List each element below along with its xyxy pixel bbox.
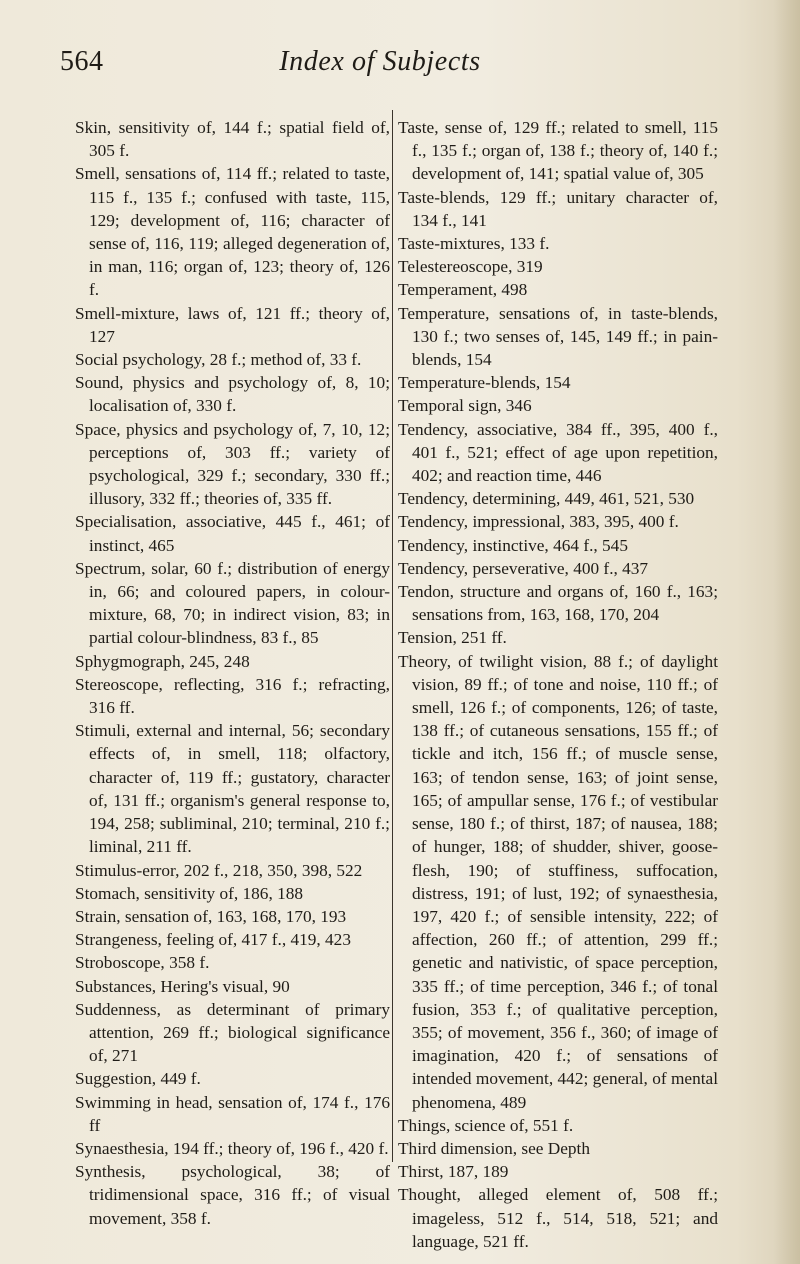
index-entry: Spectrum, solar, 60 f.; distribution of energy in, 66; and coloured papers, in colour-mixture, 68, 70; in indirect vision, 83; in partial colour-blindness, 83 f., 85: [75, 558, 390, 648]
index-entry: Space, physics and psychology of, 7, 10, 12; perceptions of, 303 ff.; variety of psychological, 329 f.; secondary, 330 ff.; illusory, 332 ff.; theories of, 335 ff.: [75, 419, 390, 509]
index-entry: Smell-mixture, laws of, 121 ff.; theory of, 127: [75, 303, 390, 346]
index-entry: Tendency, associative, 384 ff., 395, 400 f., 401 f., 521; effect of age upon repetition, 402; and reaction time, 446: [398, 419, 718, 486]
index-entry: Thirst, 187, 189: [398, 1162, 509, 1182]
index-entry: Telestereoscope, 319: [398, 257, 543, 277]
index-entry: Temperament, 498: [398, 280, 528, 300]
index-entry: Skin, sensitivity of, 144 f.; spatial field of, 305 f.: [75, 118, 390, 161]
index-column-right: [398, 116, 718, 1253]
index-entry: Suddenness, as determinant of primary attention, 269 ff.; biological significance of, 271: [75, 999, 390, 1066]
index-entry: Tendency, instinctive, 464 f., 545: [398, 535, 628, 555]
page-edge-shadow: [774, 0, 800, 1264]
index-entry: Things, science of, 551 f.: [398, 1115, 574, 1135]
index-entry: Tension, 251 ff.: [398, 628, 507, 648]
index-entry: Suggestion, 449 f.: [75, 1069, 201, 1089]
running-title: Index of Subjects: [279, 46, 481, 77]
index-entry: Substances, Hering's visual, 90: [75, 976, 290, 996]
index-entry: Strangeness, feeling of, 417 f., 419, 423: [75, 930, 351, 950]
page-number: 564: [60, 46, 104, 77]
index-entry: Temporal sign, 346: [398, 396, 532, 416]
index-entry: Synthesis, psychological, 38; of tridimensional space, 316 ff.; of visual movement, 358 f.: [75, 1162, 390, 1228]
index-entry: Stimuli, external and internal, 56; secondary effects of, in smell, 118; olfactory, character of, 119 ff.; gustatory, character of, 131 ff.; organism's general response to, 194, 258; subliminal, 210; terminal, 210 f.; liminal, 211 ff.: [75, 721, 390, 857]
index-entry: Sound, physics and psychology of, 8, 10; localisation of, 330 f.: [75, 373, 390, 416]
index-entry: Stereoscope, reflecting, 316 f.; refracting, 316 ff.: [75, 674, 390, 718]
index-entry: Stimulus-error, 202 f., 218, 350, 398, 522: [75, 860, 363, 880]
index-entry: Tendency, impressional, 383, 395, 400 f.: [398, 512, 679, 532]
index-entry: Smell, sensations of, 114 ff.; related to taste, 115 f., 135 f.; confused with taste, 115, 129; development of, 116; character of sense of, 116, 119; alleged degeneration of, in man, 116; organ of, 123; theory of, 126 f.: [75, 164, 390, 300]
index-entry: Sphygmograph, 245, 248: [75, 651, 250, 671]
column-divider: [392, 110, 393, 1162]
index-entry: Temperature, sensations of, in taste-blends, 130 f.; two senses of, 145, 149 ff.; in pain-blends, 154: [398, 303, 718, 370]
index-entry: Taste-blends, 129 ff.; unitary character of, 134 f., 141: [398, 187, 718, 230]
index-entry: Tendency, determining, 449, 461, 521, 530: [398, 489, 695, 509]
index-entry: Synaesthesia, 194 ff.; theory of, 196 f., 420 f.: [75, 1138, 389, 1158]
index-entry: Taste, sense of, 129 ff.; related to smell, 115 f., 135 f.; organ of, 138 f.; theory of, 140 f.; development of, 141; spatial value of, 305: [398, 118, 718, 184]
index-entry: Stomach, sensitivity of, 186, 188: [75, 883, 304, 903]
index-entry: Specialisation, associative, 445 f., 461; of instinct, 465: [75, 512, 390, 555]
index-entry: Strain, sensation of, 163, 168, 170, 193: [75, 906, 347, 926]
index-entry: Stroboscope, 358 f.: [75, 953, 210, 973]
page-header: [60, 46, 700, 86]
index-entry: Thought, alleged element of, 508 ff.; imageless, 512 f., 514, 518, 521; and language, 521 ff.: [398, 1185, 718, 1251]
index-column-left: [75, 116, 390, 1230]
index-entry: Temperature-blends, 154: [398, 373, 571, 393]
index-entry: Theory, of twilight vision, 88 f.; of daylight vision, 89 ff.; of tone and noise, 110 ff.; of smell, 126 f.; of components, 126; of taste, 138 ff.; of cutaneous sensations, 155 ff.; of tickle and itch, 156 ff.; of muscle sense, 163; of tendon sense, 163; of joint sense, 165; of ampullar sense, 176 f.; of vestibular sense, 180 f.; of thirst, 187; of nausea, 188; of hunger, 188; of shudder, shiver, goose-flesh, 190; of stuffiness, suffocation, distress, 191; of lust, 192; of synaesthesia, 197, 420 f.; of sensible intensity, 222; of affection, 260 ff.; of attention, 299 ff.; genetic and nativistic, of space perception, 335 ff.; of time perception, 346 f.; of tonal fusion, 353 f.; of qualitative perception, 355; of movement, 356 f., 360; of image of imagination, 420 f.; of sensations of intended movement, 442; general, of mental phenomena, 489: [398, 651, 718, 1112]
index-entry: Tendency, perseverative, 400 f., 437: [398, 558, 649, 578]
index-entry: Social psychology, 28 f.; method of, 33 f.: [75, 350, 362, 370]
index-entry: Taste-mixtures, 133 f.: [398, 234, 550, 254]
index-entry: Tendon, structure and organs of, 160 f., 163; sensations from, 163, 168, 170, 204: [398, 582, 718, 625]
index-entry: Third dimension, see Depth: [398, 1138, 590, 1158]
index-entry: Swimming in head, sensation of, 174 f., 176 ff: [75, 1092, 390, 1135]
